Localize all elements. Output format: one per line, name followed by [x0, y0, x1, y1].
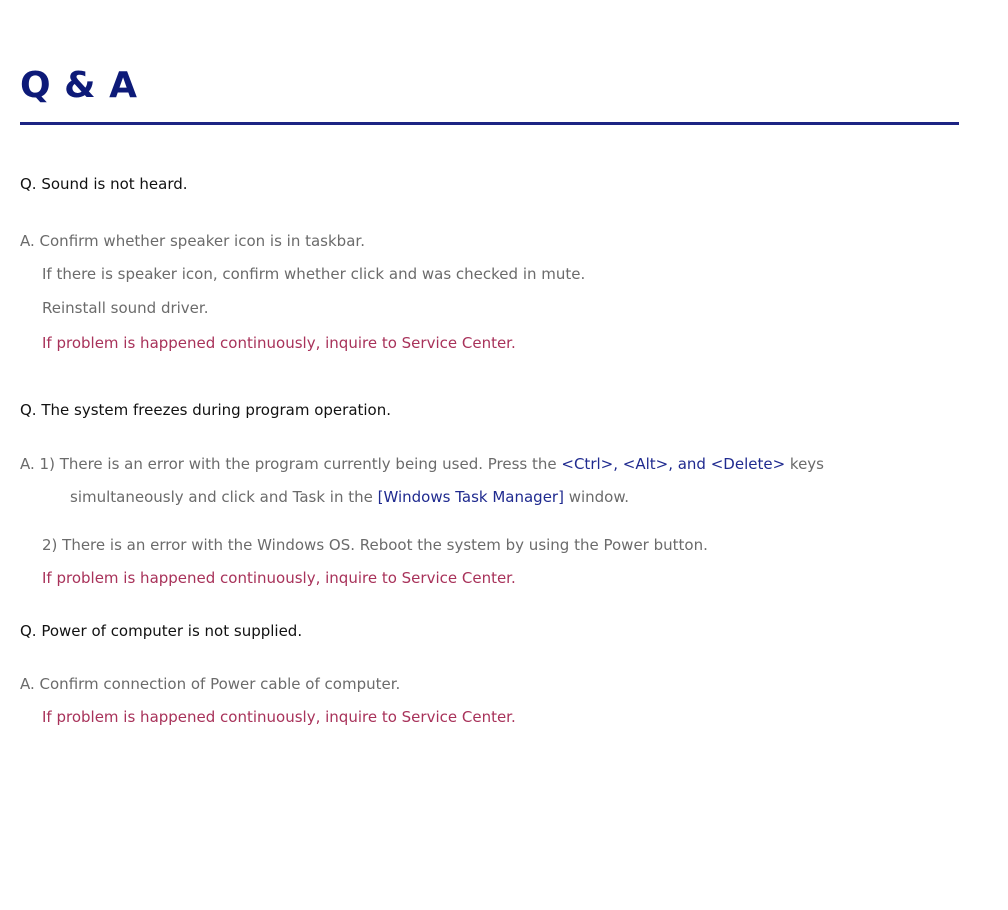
answer-3-line-1: A. Confirm connection of Power cable of computer.: [20, 675, 401, 693]
page-title: Q & A: [20, 65, 138, 106]
answer-3-warning: If problem is happened continuously, inquire to Service Center.: [42, 708, 516, 726]
answer-2-line-1-tail: keys: [785, 455, 824, 473]
answer-1-line-1: A. Confirm whether speaker icon is in taskbar.: [20, 232, 365, 250]
answer-2-line-2-text: simultaneously and click and Task in the: [70, 488, 378, 506]
answer-2-line-2: [70, 487, 629, 507]
answer-2-line-1-text: A. 1) There is an error with the program currently being used. Press the: [20, 455, 562, 473]
answer-2-warning: If problem is happened continuously, inquire to Service Center.: [42, 569, 516, 587]
answer-2-line-1: [20, 454, 824, 474]
keyboard-shortcut-text: <Ctrl>, <Alt>, and <Delete>: [561, 455, 786, 473]
answer-2-line-3: 2) There is an error with the Windows OS. Reboot the system by using the Power button.: [42, 536, 708, 554]
question-2: Q. The system freezes during program operation.: [20, 401, 392, 419]
question-1: Q. Sound is not heard.: [20, 175, 188, 193]
window-name-text: [Windows Task Manager]: [377, 488, 564, 506]
answer-1-line-2: If there is speaker icon, confirm whether click and was checked in mute.: [42, 265, 586, 283]
answer-1-warning: If problem is happened continuously, inquire to Service Center.: [42, 334, 516, 352]
title-divider: [20, 122, 959, 125]
answer-2-line-2-tail: window.: [563, 488, 630, 506]
answer-1-line-3: Reinstall sound driver.: [42, 299, 209, 317]
question-3: Q. Power of computer is not supplied.: [20, 622, 303, 640]
